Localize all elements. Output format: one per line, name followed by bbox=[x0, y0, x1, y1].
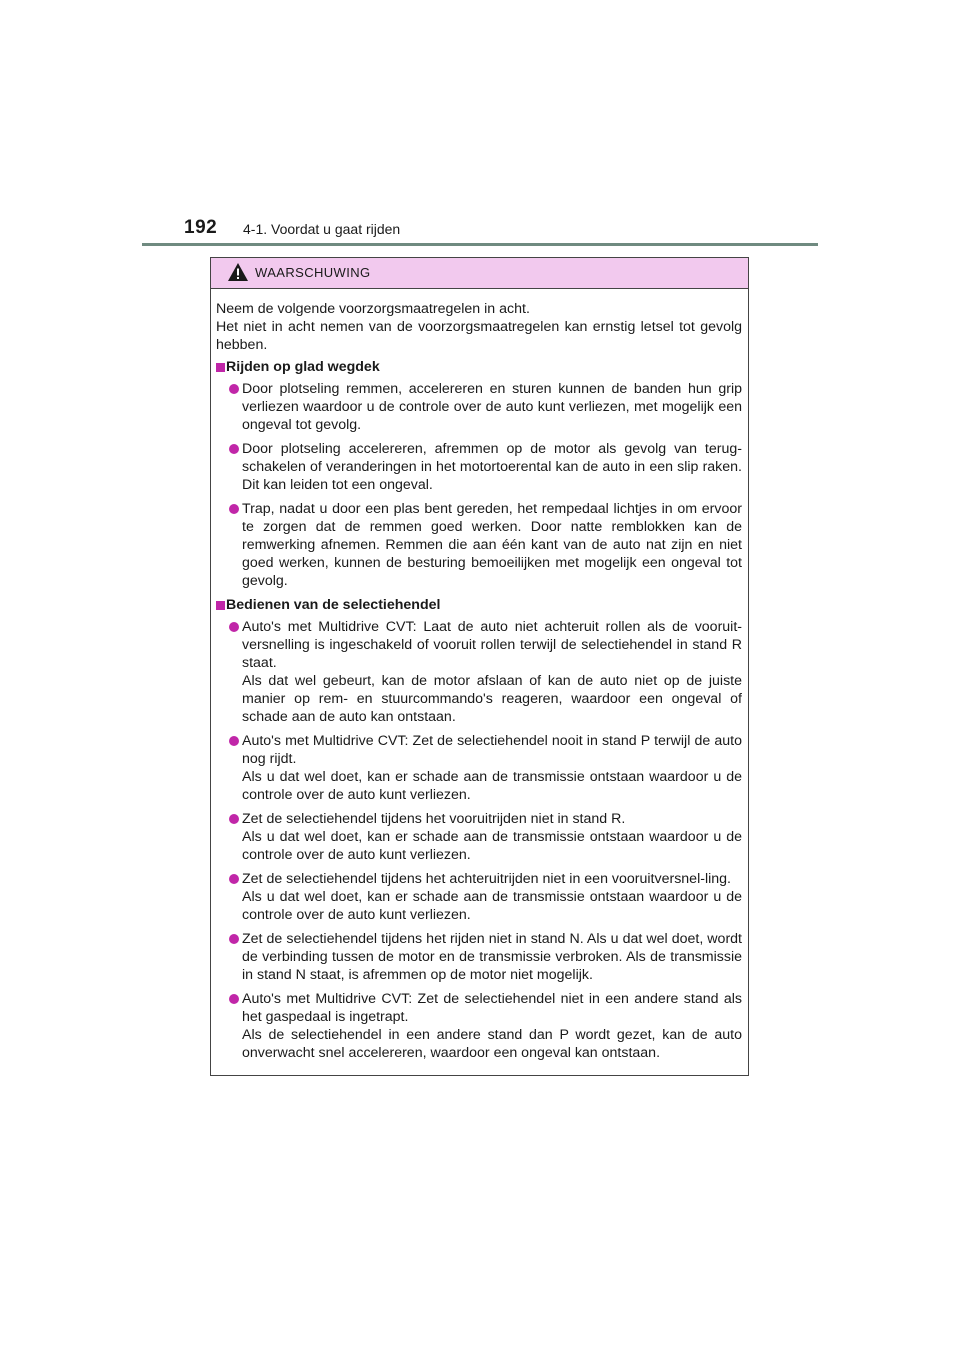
section-heading-text: Rijden op glad wegdek bbox=[226, 359, 380, 375]
bullet-text: Als de selectiehendel in een andere stand dan P wordt gezet, kan de auto onverwacht snel accelereren, waardoor een ongeval kan ontstaan. bbox=[242, 1027, 742, 1061]
round-bullet-icon bbox=[229, 384, 239, 394]
list-item bbox=[216, 440, 742, 494]
list-item bbox=[216, 870, 742, 924]
bullet-text: Zet de selectiehendel tijdens het rijden niet in stand N. Als u dat wel doet, wordt de verbinding tussen de motor en de transmissie verbroken. Als de transmissie in stand N staat, is afremmen op de motor niet mogelijk. bbox=[242, 931, 742, 983]
list-item bbox=[216, 618, 742, 726]
warning-title: WAARSCHUWING bbox=[255, 265, 371, 280]
round-bullet-icon bbox=[229, 814, 239, 824]
bullet-list bbox=[216, 618, 742, 1062]
round-bullet-icon bbox=[229, 622, 239, 632]
section-heading bbox=[216, 358, 742, 376]
warning-intro bbox=[216, 300, 742, 354]
square-bullet-icon bbox=[216, 601, 225, 610]
bullet-text: Zet de selectiehendel tijdens het vooruitrijden niet in stand R. bbox=[242, 811, 626, 827]
section-heading bbox=[216, 596, 742, 614]
page-number: 192 bbox=[184, 217, 218, 238]
bullet-text: Als dat wel gebeurt, kan de motor afslaan of kan de auto niet op de juiste manier op rem- en stuurcommando's reageren, waardoor een ongeval of schade aan de auto kan ontstaan. bbox=[242, 673, 742, 725]
warning-box bbox=[210, 257, 749, 1076]
section-title: 4-1. Voordat u gaat rijden bbox=[243, 221, 401, 237]
bullet-list bbox=[216, 380, 742, 590]
list-item bbox=[216, 810, 742, 864]
bullet-text: Zet de selectiehendel tijdens het achteruitrijden niet in een vooruitversnel-ling. bbox=[242, 871, 731, 887]
round-bullet-icon bbox=[229, 934, 239, 944]
bullet-text: Als u dat wel doet, kan er schade aan de transmissie ontstaan waardoor u de controle over de auto kunt verliezen. bbox=[242, 769, 742, 803]
list-item bbox=[216, 380, 742, 434]
intro-line: Neem de volgende voorzorgsmaatregelen in acht. bbox=[216, 301, 530, 317]
list-item bbox=[216, 930, 742, 984]
bullet-text: Auto's met Multidrive CVT: Laat de auto niet achteruit rollen als de vooruit-versnelling is ingeschakeld of vooruit rollen terwijl de selectiehendel in stand R staat. bbox=[242, 619, 742, 671]
bullet-text: Auto's met Multidrive CVT: Zet de selectiehendel niet in een andere stand als het gaspedaal is ingetrapt. bbox=[242, 991, 742, 1025]
bullet-text: Door plotseling accelereren, afremmen op de motor als gevolg van terug-schakelen of veranderingen in het motortoerental kan de auto in een slip raken. Dit kan leiden tot een ongeval. bbox=[242, 441, 742, 493]
list-item bbox=[216, 732, 742, 804]
bullet-text: Auto's met Multidrive CVT: Zet de selectiehendel nooit in stand P terwijl de auto nog rijdt. bbox=[242, 733, 742, 767]
bullet-text: Door plotseling remmen, accelereren en sturen kunnen de banden hun grip verliezen waardoor u de controle over de auto kunt verliezen, met mogelijk een ongeval tot gevolg. bbox=[242, 381, 742, 433]
list-item bbox=[216, 500, 742, 590]
section-heading-text: Bedienen van de selectiehendel bbox=[226, 597, 441, 613]
bullet-text: Trap, nadat u door een plas bent gereden, het rempedaal lichtjes in om ervoor te zorgen dat de remmen goed werken. Door natte remblokken kan de remwerking afnemen. Remmen die aan één kant van de auto nat zijn en niet goed werken, kunnen de besturing bemoeilijken met mogelijk een ongeval tot gevolg. bbox=[242, 501, 742, 589]
bullet-text: Als u dat wel doet, kan er schade aan de transmissie ontstaan waardoor u de controle over de auto kunt verliezen. bbox=[242, 829, 742, 863]
round-bullet-icon bbox=[229, 736, 239, 746]
round-bullet-icon bbox=[229, 504, 239, 514]
intro-line: Het niet in acht nemen van de voorzorgsmaatregelen kan ernstig letsel tot gevolg hebben. bbox=[216, 319, 742, 353]
bullet-text: Als u dat wel doet, kan er schade aan de transmissie ontstaan waardoor u de controle over de auto kunt verliezen. bbox=[242, 889, 742, 923]
round-bullet-icon bbox=[229, 874, 239, 884]
list-item bbox=[216, 990, 742, 1062]
round-bullet-icon bbox=[229, 444, 239, 454]
square-bullet-icon bbox=[216, 363, 225, 372]
header-rule bbox=[142, 243, 818, 246]
warning-triangle-icon bbox=[227, 262, 249, 282]
page-header bbox=[184, 217, 824, 243]
warning-header bbox=[211, 258, 748, 289]
warning-body bbox=[211, 289, 748, 1062]
round-bullet-icon bbox=[229, 994, 239, 1004]
